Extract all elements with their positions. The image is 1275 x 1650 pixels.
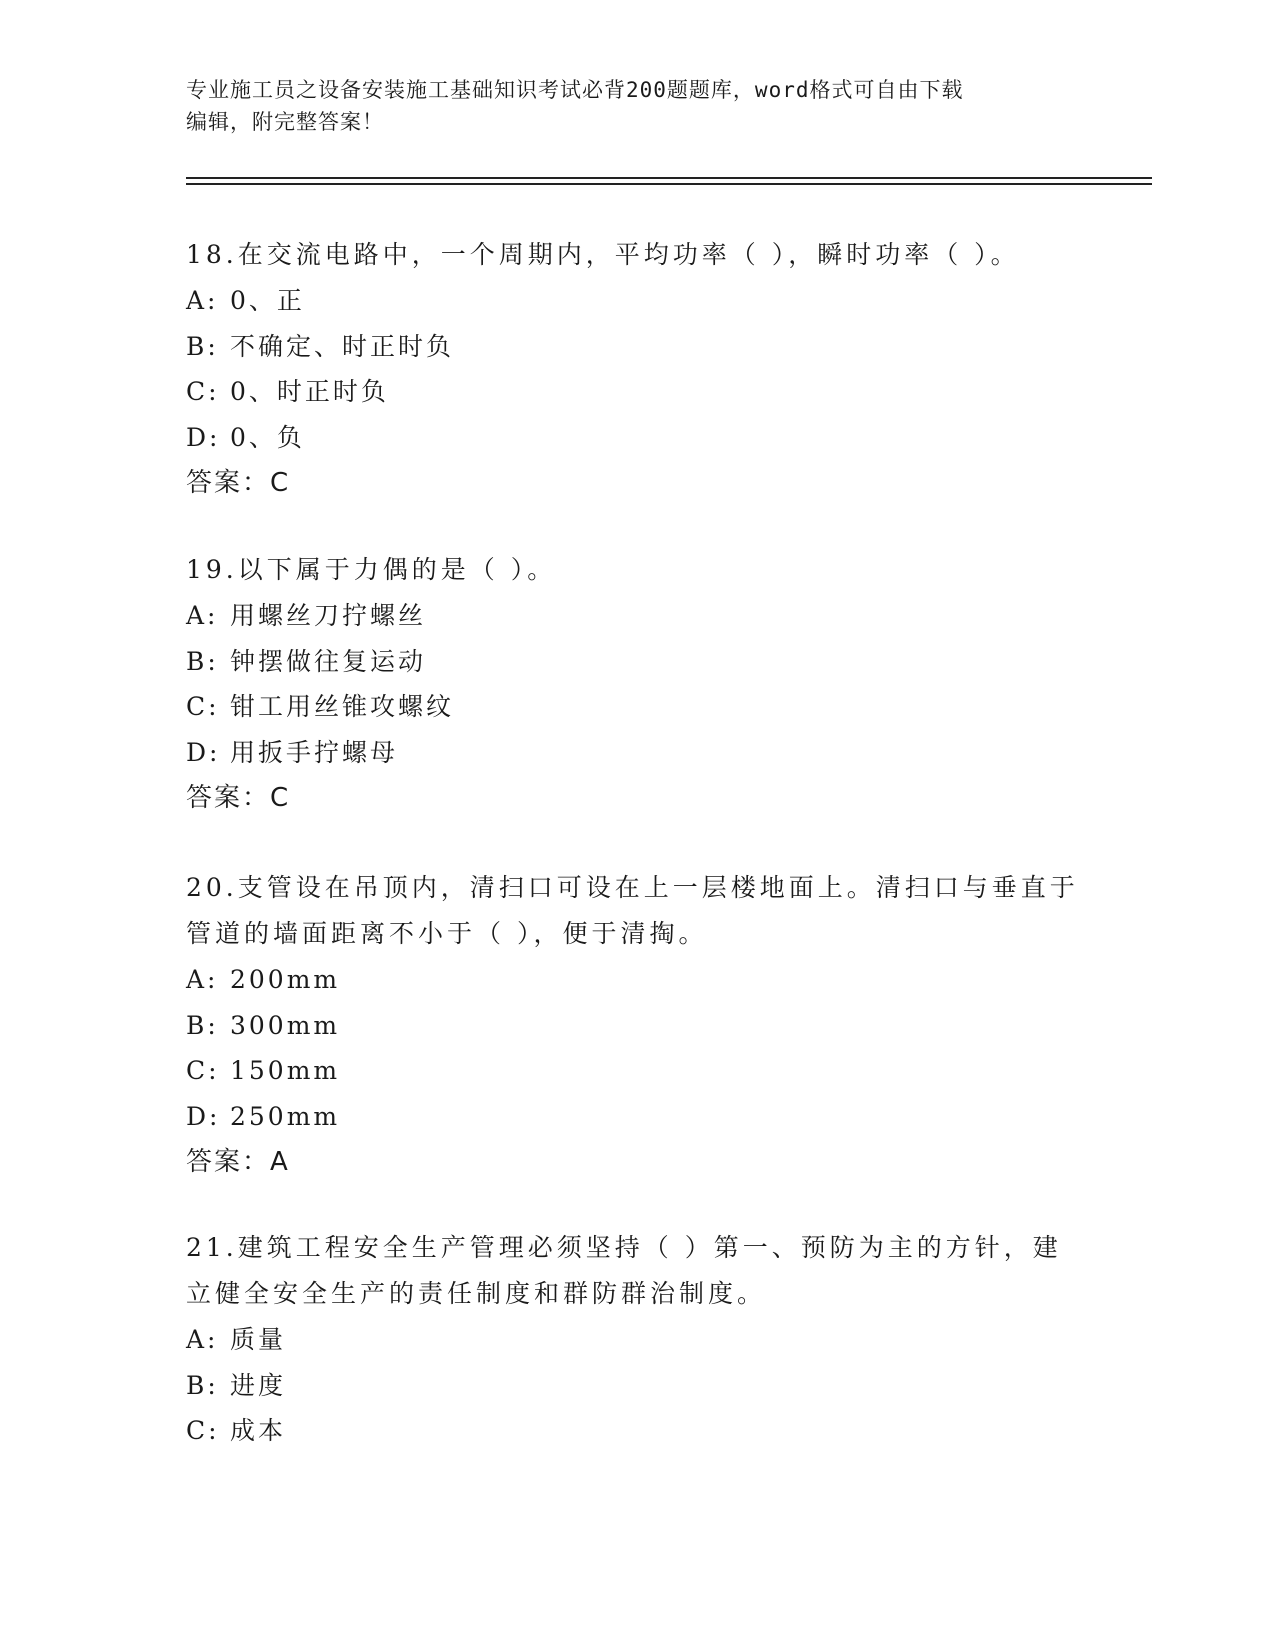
question-21	[186, 1225, 1086, 1454]
option-text: 不确定、时正时负	[230, 331, 455, 361]
option-b	[186, 324, 1086, 370]
question-stem-line: 以下属于力偶的是（ ）。	[237, 555, 557, 584]
option-letter: C:	[186, 377, 220, 406]
option-letter: B:	[186, 646, 219, 676]
question-19	[186, 547, 1086, 821]
question-number: 19.	[186, 555, 238, 584]
option-letter: D:	[186, 737, 221, 767]
option-b	[186, 1003, 1086, 1049]
question-stem	[186, 1225, 1086, 1271]
question-stem-line: 在交流电路中，一个周期内，平均功率（ ），瞬时功率（ ）。	[237, 240, 1020, 269]
question-stem-continued: 管道的墙面距离不小于（ ），便于清掏。	[186, 919, 708, 948]
header-divider-bottom	[186, 183, 1152, 185]
answer-label: 答案：C	[186, 783, 291, 813]
option-letter: A:	[186, 601, 219, 630]
option-a	[186, 593, 1086, 639]
option-letter: A:	[186, 286, 219, 315]
question-20	[186, 865, 1086, 1185]
question-stem-line: 支管设在吊顶内，清扫口可设在上一层楼地面上。清扫口与垂直于	[237, 873, 1079, 902]
option-text: 0、负	[230, 422, 305, 452]
option-text: 300mm	[230, 1010, 341, 1040]
option-a	[186, 278, 1086, 324]
option-letter: A:	[186, 1325, 219, 1354]
option-letter: C:	[186, 692, 220, 721]
question-stem-continued: 立健全安全生产的责任制度和群防群治制度。	[186, 1279, 767, 1308]
question-stem	[186, 232, 1086, 278]
option-letter: C:	[186, 1056, 220, 1085]
option-c	[186, 1408, 1086, 1454]
option-d	[186, 415, 1086, 461]
option-d	[186, 730, 1086, 776]
option-letter: D:	[186, 1101, 221, 1131]
option-d	[186, 1094, 1086, 1140]
option-text: 250mm	[230, 1101, 341, 1131]
option-letter: A:	[186, 965, 219, 994]
option-b	[186, 1363, 1086, 1409]
option-c	[186, 369, 1086, 415]
option-letter: B:	[186, 1370, 219, 1400]
option-c	[186, 684, 1086, 730]
header-line-2: 编辑，附完整答案！	[186, 110, 384, 134]
option-text: 0、时正时负	[230, 377, 389, 406]
answer-label: 答案：A	[186, 1147, 290, 1177]
option-c	[186, 1048, 1086, 1094]
option-text: 钳工用丝锥攻螺纹	[230, 692, 455, 721]
question-stem	[186, 865, 1086, 911]
answer-label: 答案：C	[186, 468, 291, 498]
option-text: 0、正	[230, 286, 305, 315]
question-number: 18.	[186, 240, 238, 269]
option-text: 成本	[230, 1416, 287, 1445]
question-18	[186, 232, 1086, 506]
option-letter: D:	[186, 422, 221, 452]
option-text: 200mm	[230, 965, 341, 994]
document-header	[186, 74, 1066, 138]
option-letter: B:	[186, 331, 219, 361]
option-letter: B:	[186, 1010, 219, 1040]
option-text: 质量	[230, 1325, 287, 1354]
option-letter: C:	[186, 1416, 220, 1445]
question-stem	[186, 547, 1086, 593]
option-a	[186, 957, 1086, 1003]
option-a	[186, 1317, 1086, 1363]
option-text: 用扳手拧螺母	[230, 737, 399, 767]
option-text: 钟摆做往复运动	[230, 646, 427, 676]
option-b	[186, 639, 1086, 685]
option-text: 进度	[230, 1370, 287, 1400]
question-stem-line: 建筑工程安全生产管理必须坚持（ ）第一、预防为主的方针，建	[237, 1233, 1062, 1262]
option-text: 用螺丝刀拧螺丝	[230, 601, 427, 630]
option-text: 150mm	[230, 1056, 341, 1085]
question-number: 21.	[186, 1233, 238, 1262]
header-divider-top	[186, 177, 1152, 179]
header-line-1: 专业施工员之设备安装施工基础知识考试必背200题题库，word格式可自由下载	[186, 78, 964, 102]
question-number: 20.	[186, 873, 238, 902]
